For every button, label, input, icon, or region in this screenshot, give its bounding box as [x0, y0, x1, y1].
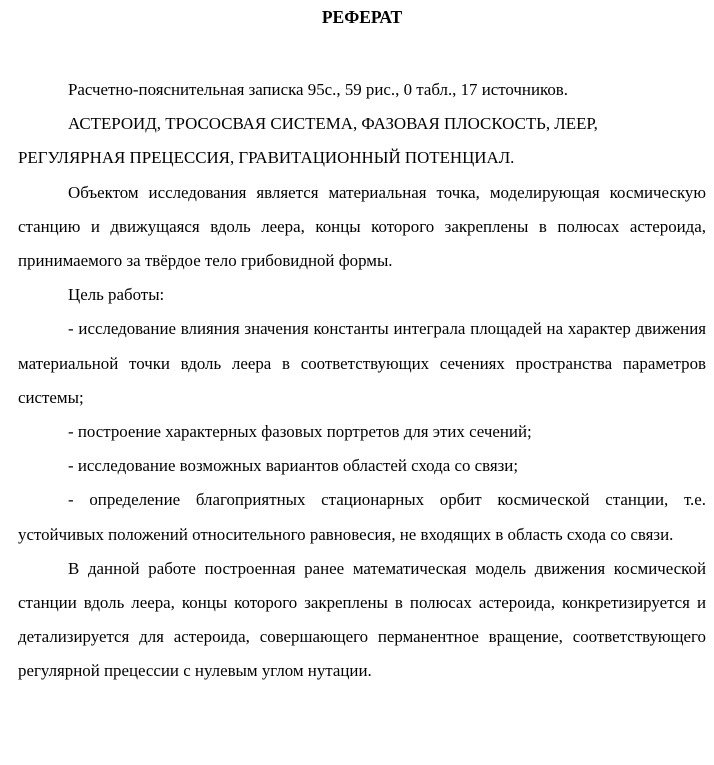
goal-item-2: - построение характерных фазовых портретов для этих сечений;: [68, 422, 532, 442]
goal-item-4: - определение благоприятных стационарных орбит космической станции, т.е. устойчивых положений относительного равновесия, не входящих в область схода со связи.: [18, 490, 706, 544]
goal-heading-paragraph: Цель работы:: [68, 285, 165, 305]
keywords-paragraph: АСТЕРОИД, ТРОСОСВАЯ СИСТЕМА, ФАЗОВАЯ ПЛОСКОСТЬ, ЛЕЕР, РЕГУЛЯРНАЯ ПРЕЦЕССИЯ, ГРАВИТАЦИОННЫЙ ПОТЕНЦИАЛ.: [18, 114, 598, 168]
document-page: [18, 0, 706, 689]
model-description-paragraph: В данной работе построенная ранее математическая модель движения космической станции вдоль леера, концы которого закреплены в полюсах астероида, конкретизируется и детализируется для астероида, совершающего перманентное вращение, соответствующего регулярной прецессии с нулевым углом нутации.: [18, 558, 706, 681]
summary-stats-paragraph: Расчетно-пояснительная записка 95с., 59 рис., 0 табл., 17 источников.: [68, 80, 568, 99]
research-object-paragraph: Объектом исследования является материальная точка, моделирующая космическую станцию и движущаяся вдоль леера, концы которого закреплены в полюсах астероида, принимаемого за твёрдое тело грибовидной формы.: [18, 182, 706, 271]
goal-item-3: - исследование возможных вариантов областей схода со связи;: [68, 456, 519, 476]
goal-item-1: - исследование влияния значения константы интеграла площадей на характер движения материальной точки вдоль леера в соответствующих сечениях пространства параметров системы;: [18, 319, 706, 407]
page-title: РЕФЕРАТ: [321, 7, 403, 27]
